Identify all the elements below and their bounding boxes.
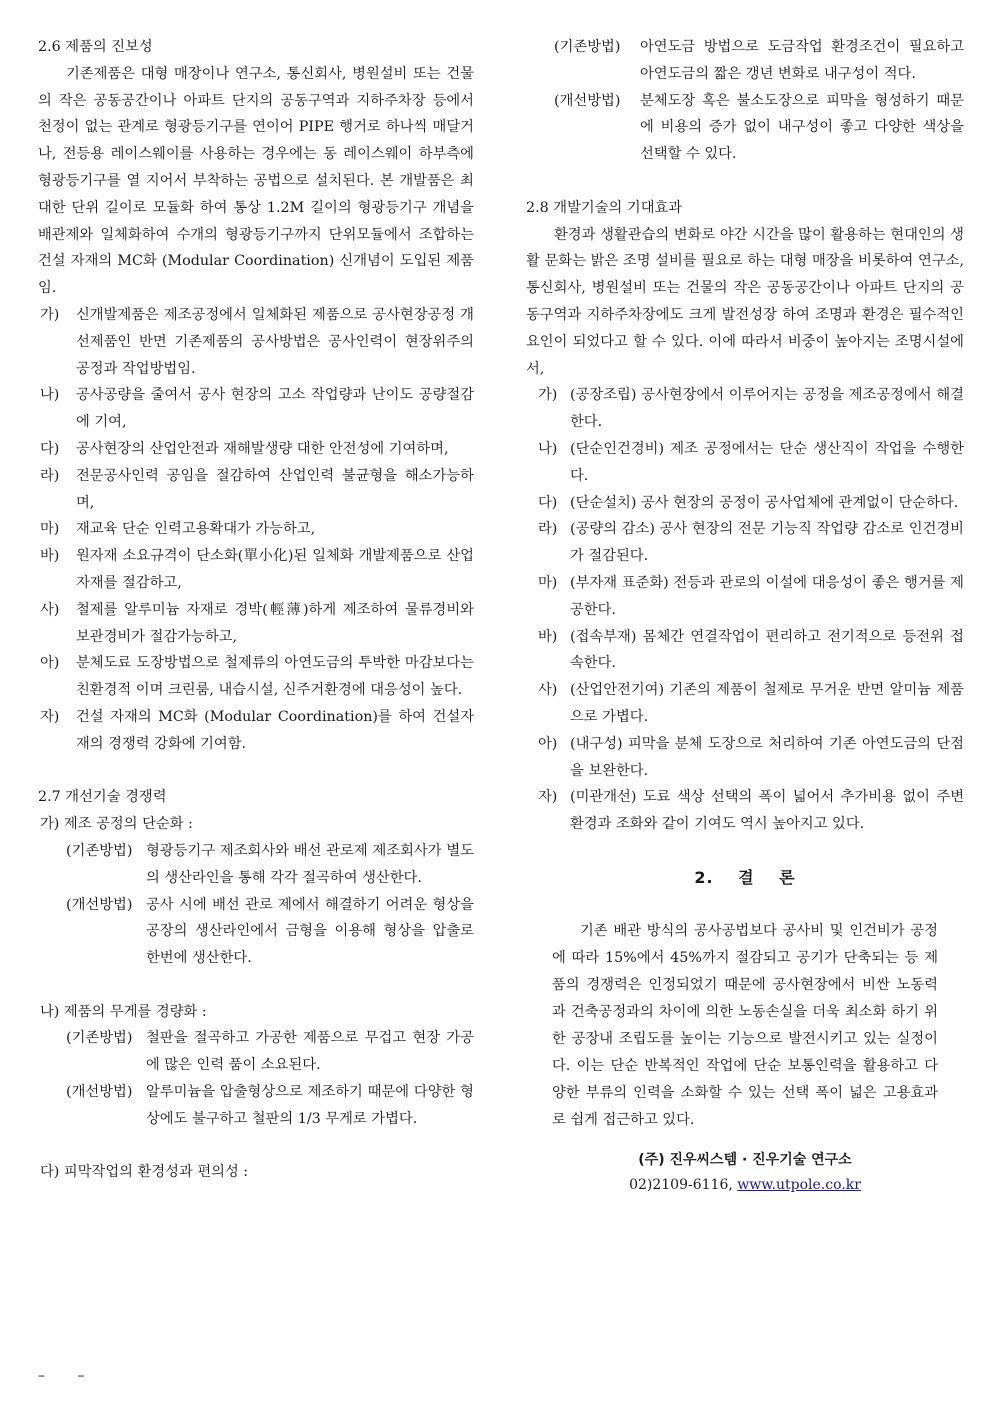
right-column bbox=[526, 34, 964, 1197]
list-item-text: 공사현장의 산업안전과 재해발생량 대한 안전성에 기여하며, bbox=[76, 440, 449, 457]
method-label: (개선방법) bbox=[554, 92, 621, 109]
section-2-7-c-heading: 다) 피막작업의 환경성과 편의성 : bbox=[40, 1164, 249, 1181]
list-marker: 사) bbox=[40, 601, 60, 618]
company-name: (주) 진우씨스템 · 진우기술 연구소 bbox=[638, 1152, 852, 1169]
list-item-text: (산업안전기여) 기존의 제품이 철제로 무거운 반면 알미늄 제품으로 가볍다. bbox=[570, 682, 964, 725]
list-item bbox=[526, 570, 964, 624]
method-item bbox=[38, 892, 474, 972]
list-item-text: (접속부재) 몸체간 연결작업이 편리하고 전기적으로 등전위 접속한다. bbox=[570, 628, 964, 672]
method-text: 알루미늄을 압출형상으로 제조하기 때문에 다양한 형상에도 불구하고 철판의 1/3 무게로 가볍다. bbox=[146, 1084, 474, 1127]
section-2-8-title: 2.8 개발기술의 기대효과 bbox=[526, 199, 683, 216]
list-item-text: 재교육 단순 인력고용확대가 가능하고, bbox=[76, 521, 316, 538]
list-marker: 가) bbox=[40, 306, 60, 323]
section-2-7-b-heading: 나) 제품의 무게를 경량화 : bbox=[40, 1003, 207, 1020]
list-marker: 자) bbox=[538, 789, 558, 806]
section-2-7-title: 2.7 개선기술 경쟁력 bbox=[38, 789, 167, 806]
method-item bbox=[526, 34, 964, 88]
list-marker: 바) bbox=[40, 548, 60, 565]
method-label: (기존방법) bbox=[66, 842, 133, 859]
method-text: 형광등기구 제조회사와 배선 관로제 제조회사가 별도의 생산라인을 통해 각각 절곡하여 생산한다. bbox=[146, 842, 474, 886]
list-marker: 마) bbox=[40, 521, 60, 538]
method-label: (개선방법) bbox=[66, 1084, 133, 1101]
list-marker: 아) bbox=[40, 655, 60, 672]
list-marker: 바) bbox=[538, 628, 558, 645]
method-item bbox=[38, 1025, 474, 1079]
list-item bbox=[38, 543, 474, 597]
contact-line bbox=[526, 1173, 964, 1197]
list-marker: 다) bbox=[538, 494, 558, 511]
list-item-text: (공량의 감소) 공사 현장의 전문 기능직 작업량 감소로 인건경비가 절감된다. bbox=[570, 521, 964, 565]
list-marker: 나) bbox=[538, 440, 558, 457]
website-link[interactable]: www.utpole.co.kr bbox=[737, 1177, 861, 1194]
list-marker: 아) bbox=[538, 735, 558, 752]
list-item bbox=[38, 704, 474, 758]
method-text: 분체도장 혹은 불소도장으로 피막을 형성하기 때문에 비용의 증가 없이 내구성이 좋고 다양한 색상을 선택할 수 있다. bbox=[640, 92, 964, 163]
list-item bbox=[38, 463, 474, 517]
phone-number: 02)2109-6116, bbox=[629, 1177, 733, 1194]
list-marker: 사) bbox=[538, 682, 558, 699]
list-item bbox=[526, 436, 964, 490]
section-2-6-paragraph: 기존제품은 대형 매장이나 연구소, 통신회사, 병원설비 또는 건물의 작은 공동공간이나 아파트 단지의 공동구역과 지하주차장 등에서 천정이 없는 관계로 형광등기구를 연이어 PIPE 행거로 하나씩 매달거나, 전등용 레이스웨이를 사용하는 경우에는 동 레이스웨이 하부측에 형광등기구를 열 지어서 부착하는 공법으로 설치된다. 본 개발품은 최대한 단위 길이로 모듈화 하여 통상 1.2M 길이의 형광등기구 개념을 배관제와 일체화하여 수개의 형광등기구까지 단위모듈에서 조합하는 건설 자재의 MC화 (Modular Coordination) 신개념이 도입된 제품임. bbox=[38, 65, 474, 297]
list-item bbox=[526, 784, 964, 838]
method-item bbox=[526, 88, 964, 168]
method-label: (기존방법) bbox=[554, 39, 621, 55]
section-2-8-list bbox=[526, 382, 964, 838]
page-footer-dash: – – bbox=[38, 1368, 99, 1384]
method-item bbox=[38, 838, 474, 892]
list-item bbox=[526, 624, 964, 678]
method-label: (개선방법) bbox=[66, 896, 133, 913]
method-text: 철판을 절곡하고 가공한 제품으로 무겁고 현장 가공에 많은 인력 품이 소요된다. bbox=[146, 1030, 474, 1074]
section-2-8-paragraph: 환경과 생활관습의 변화로 야간 시간을 많이 활용하는 현대인의 생활 문화는 밝은 조명 설비를 필요로 하는 대형 매장을 비롯하여 연구소, 통신회사, 병원설비 또는 건물의 작은 공동공간이나 아파트 단지의 공동구역과 지하주차장에도 크게 발전성장 하여 조명과 환경은 필수적인 요인이 되었다고 할 수 있다. 이에 따라서 비중이 높아지는 조명시설에서, bbox=[526, 226, 964, 377]
list-item bbox=[526, 677, 964, 731]
list-item bbox=[38, 650, 474, 704]
section-2-7-a-heading: 가) 제조 공정의 단순화 : bbox=[40, 816, 193, 833]
list-item bbox=[526, 731, 964, 785]
list-item-text: 공사공량을 줄여서 공사 현장의 고소 작업량과 난이도 공량절감에 기여, bbox=[76, 387, 474, 431]
list-marker: 마) bbox=[538, 574, 558, 591]
list-marker: 가) bbox=[538, 387, 558, 404]
list-item-text: 신개발제품은 제조공정에서 일체화된 제품으로 공사현장공정 개선제품인 반면 기존제품의 공사방법은 공사인력이 현장위주의 공정과 작업방법임. bbox=[76, 306, 474, 377]
list-item-text: (단순설치) 공사 현장의 공정이 공사업체에 관계없이 단순하다. bbox=[570, 494, 959, 511]
list-item bbox=[526, 490, 964, 517]
list-item-text: 원자재 소요규격이 단소화(單小化)된 일체화 개발제품으로 산업자재를 절감하고, bbox=[76, 548, 474, 591]
section-2-6-list bbox=[38, 302, 474, 758]
method-text: 아연도금 방법으로 도금작업 환경조건이 필요하고 아연도금의 짧은 갱년 변화로 내구성이 적다. bbox=[640, 39, 964, 82]
list-item-text: (단순인건경비) 제조 공정에서는 단순 생산직이 작업을 수행한다. bbox=[570, 440, 964, 484]
list-marker: 자) bbox=[40, 708, 60, 725]
section-2-7-c-methods bbox=[526, 34, 964, 168]
conclusion-body: 기존 배관 방식의 공사공법보다 공사비 및 인건비가 공정에 따라 15%에서 45%까지 절감되고 공기가 단축되는 등 제품의 경쟁력은 인정되었기 때문에 공사현장에서 비싼 노동력과 건축공정과의 차이에 의한 노동손실을 더욱 최소화 하기 위한 공장내 조립도를 높이는 기능으로 발전시키고 있는 실정이다. 이는 단순 반복적인 작업에 단순 보통인력을 활용하고 다양한 부류의 인력을 소화할 수 있는 선택 폭이 넓은 고용효과로 쉽게 접근하고 있다. bbox=[552, 923, 938, 1129]
list-item bbox=[526, 516, 964, 570]
list-marker: 라) bbox=[40, 467, 60, 484]
method-label: (기존방법) bbox=[66, 1030, 133, 1047]
list-item-text: (부자재 표준화) 전등과 관로의 이설에 대응성이 좋은 행거를 제공한다. bbox=[570, 574, 964, 618]
list-marker: 나) bbox=[40, 387, 60, 404]
list-marker: 라) bbox=[538, 521, 558, 538]
list-item-text: 전문공사인력 공임을 절감하여 산업인력 불균형을 해소가능하며, bbox=[76, 467, 474, 511]
list-item bbox=[38, 436, 474, 463]
list-item-text: 철제를 알루미늄 자재로 경박(輕薄)하게 제조하여 물류경비와 보관경비가 절감가능하고, bbox=[76, 601, 474, 645]
list-item bbox=[38, 516, 474, 543]
left-column bbox=[38, 34, 474, 1186]
list-item bbox=[526, 382, 964, 436]
section-2-7-b-methods bbox=[38, 1025, 474, 1132]
section-2-6-title: 2.6 제품의 진보성 bbox=[38, 39, 153, 55]
list-marker: 다) bbox=[40, 440, 60, 457]
section-2-7-a-methods bbox=[38, 838, 474, 972]
list-item-text: 건설 자재의 MC화 (Modular Coordination)를 하여 건설자재의 경쟁력 강화에 기여함. bbox=[76, 708, 474, 752]
list-item bbox=[38, 382, 474, 436]
list-item-text: (내구성) 피막을 분체 도장으로 처리하여 기존 아연도금의 단점을 보완한다. bbox=[570, 735, 964, 779]
method-item bbox=[38, 1079, 474, 1133]
list-item-text: (공장조립) 공사현장에서 이루어지는 공정을 제조공정에서 해결한다. bbox=[570, 387, 964, 431]
list-item bbox=[38, 597, 474, 651]
method-text: 공사 시에 배선 관로 제에서 해결하기 어려운 형상을 공장의 생산라인에서 금형을 이용해 형상을 압출로 한번에 생산한다. bbox=[146, 896, 474, 967]
conclusion-title: 2. 결 론 bbox=[694, 867, 796, 887]
list-item-text: 분체도료 도장방법으로 철제류의 아연도금의 투박한 마감보다는 친환경적 이며 크린룸, 내습시설, 신주거환경에 대응성이 높다. bbox=[76, 655, 474, 699]
list-item bbox=[38, 302, 474, 382]
list-item-text: (미관개선) 도료 색상 선택의 폭이 넓어서 추가비용 없이 주변 환경과 조화와 같이 기여도 역시 높아지고 있다. bbox=[570, 789, 964, 833]
